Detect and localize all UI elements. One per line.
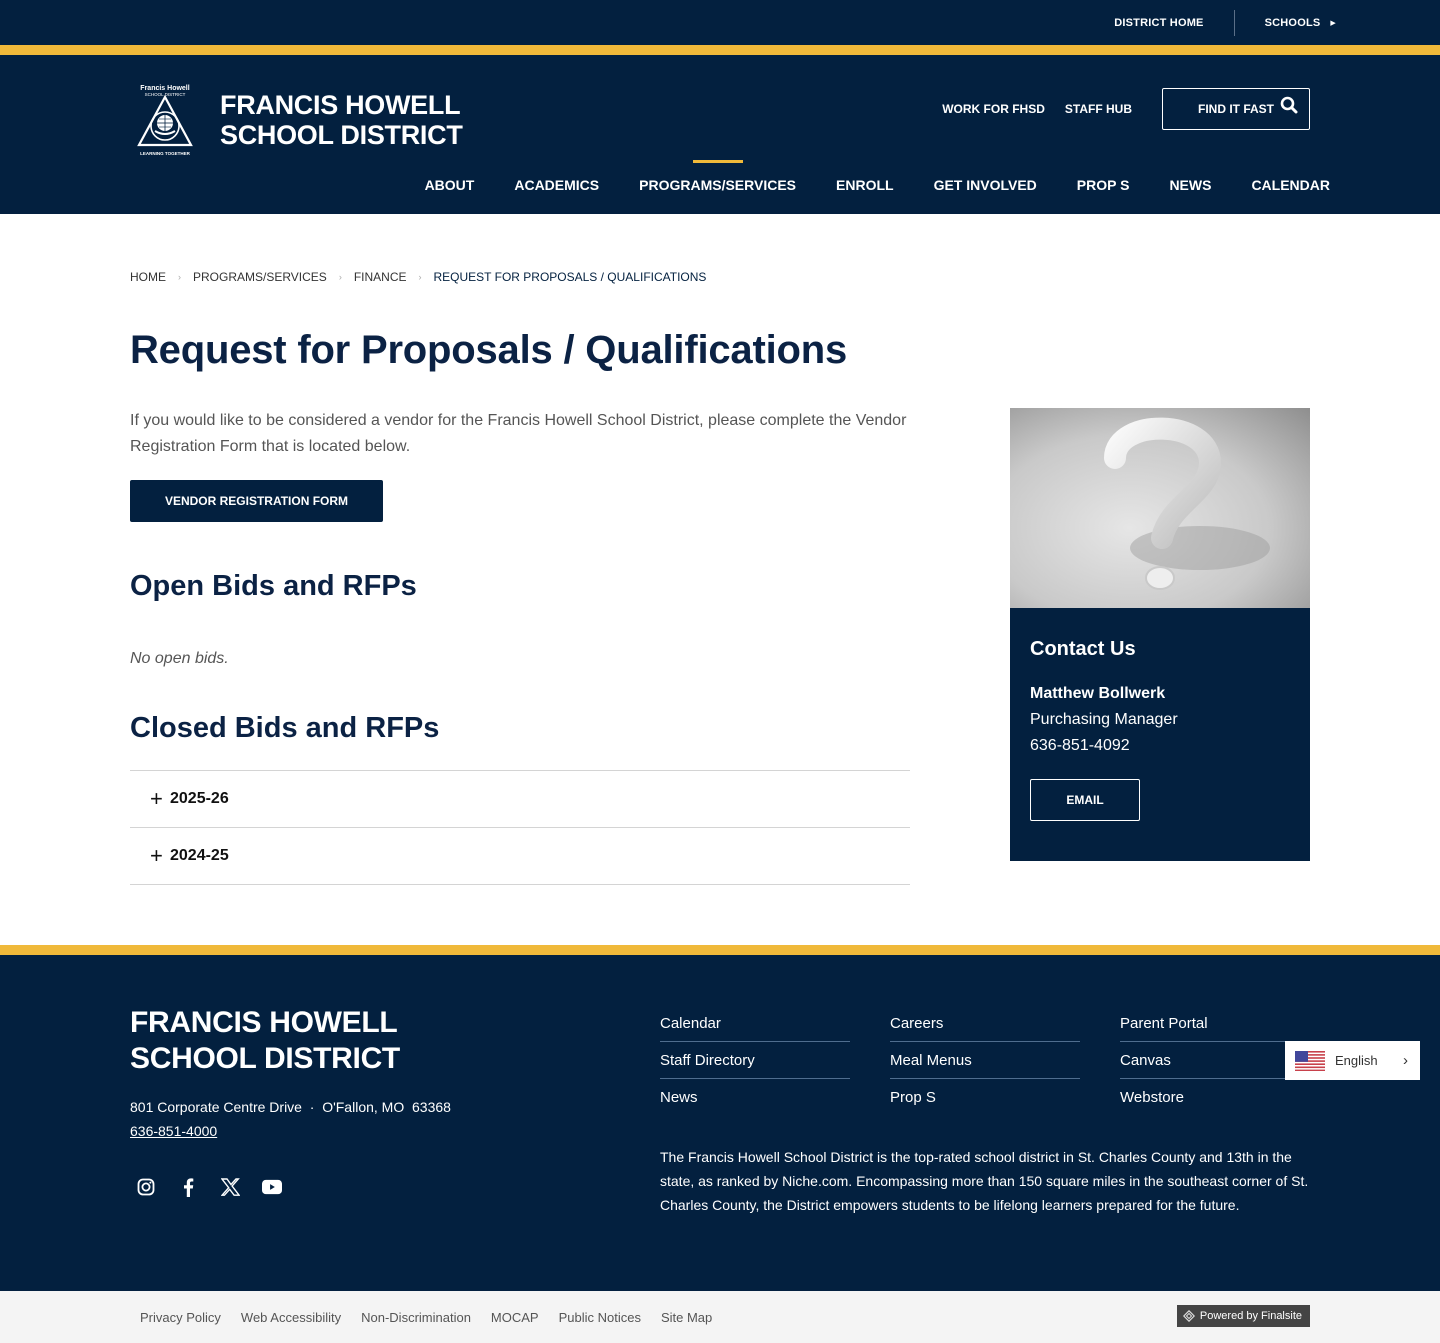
district-logo-icon xyxy=(136,83,194,157)
footer-phone-link[interactable]: 636-851-4000 xyxy=(130,1123,218,1139)
district-home-link[interactable]: DISTRICT HOME xyxy=(1114,16,1204,29)
district-name: FRANCIS HOWELL SCHOOL DISTRICT xyxy=(220,90,463,150)
nav-news[interactable]: NEWS xyxy=(1169,177,1212,193)
youtube-icon[interactable] xyxy=(262,1177,282,1197)
svg-text:LEARNING TOGETHER: LEARNING TOGETHER xyxy=(140,151,190,156)
x-twitter-icon[interactable] xyxy=(220,1177,240,1197)
footer-link-canvas[interactable]: Canvas xyxy=(1120,1042,1310,1079)
footer-address: 801 Corporate Centre Drive · O'Fallon, MO 63368 xyxy=(130,1099,451,1115)
footer-gold-stripe xyxy=(0,945,1440,955)
legal-links xyxy=(140,1291,712,1343)
question-mark-icon xyxy=(1010,408,1310,608)
non-discrimination-link[interactable]: Non-Discrimination xyxy=(361,1309,471,1325)
site-logo-link[interactable] xyxy=(136,83,463,157)
contact-heading: Contact Us xyxy=(1030,638,1136,660)
finalsite-logo-icon xyxy=(1183,1310,1195,1322)
language-selector[interactable] xyxy=(1285,1041,1420,1080)
page-content xyxy=(0,214,1440,945)
us-flag-icon xyxy=(1295,1051,1325,1071)
question-mark-image xyxy=(1010,408,1310,608)
svg-text:SCHOOL DISTRICT: SCHOOL DISTRICT xyxy=(144,92,186,97)
nav-programs-services[interactable]: PROGRAMS/SERVICES xyxy=(639,160,796,210)
chevron-right-icon: › xyxy=(1403,1052,1408,1069)
footer-district-name: FRANCIS HOWELL SCHOOL DISTRICT xyxy=(130,1006,400,1075)
accordion-item-2025-26[interactable]: + 2025-26 xyxy=(130,771,910,828)
nav-prop-s[interactable]: PROP S xyxy=(1076,177,1130,193)
utility-bar xyxy=(0,0,1440,45)
chevron-right-icon: › xyxy=(338,272,342,282)
footer-link-careers[interactable]: Careers xyxy=(890,1005,1080,1042)
footer-link-calendar[interactable]: Calendar xyxy=(660,1005,850,1042)
open-bids-heading: Open Bids and RFPs xyxy=(130,570,417,602)
nav-enroll[interactable]: ENROLL xyxy=(836,177,894,193)
header-quick-links xyxy=(922,88,1310,130)
social-links xyxy=(136,1177,282,1197)
find-it-fast-button[interactable]: FIND IT FAST xyxy=(1162,88,1310,130)
chevron-right-icon: › xyxy=(418,272,422,282)
caret-right-icon: ▶ xyxy=(1330,19,1336,27)
breadcrumb-finance[interactable]: FINANCE xyxy=(353,270,407,284)
breadcrumb-current: REQUEST FOR PROPOSALS / QUALIFICATIONS xyxy=(433,270,707,284)
footer-description: The Francis Howell School District is the top-rated school district in St. Charles County and 13th in the state, as ranked by Niche.com. Encompassing more than 150 square miles in the southeast corner of St. Charles County, the District empowers students to be lifelong learners prepared for the future. xyxy=(660,1149,1309,1213)
work-for-fhsd-link[interactable]: WORK FOR FHSD xyxy=(942,102,1045,116)
nav-get-involved[interactable]: GET INVOLVED xyxy=(933,177,1037,193)
nav-calendar[interactable]: CALENDAR xyxy=(1251,177,1330,193)
footer-link-prop-s[interactable]: Prop S xyxy=(890,1089,936,1106)
closed-bids-accordion xyxy=(130,770,910,885)
contact-phone: 636-851-4092 xyxy=(1030,737,1130,754)
footer-links xyxy=(660,1005,1310,1116)
contact-name: Matthew Bollwerk xyxy=(1030,685,1166,702)
public-notices-link[interactable]: Public Notices xyxy=(558,1309,641,1325)
bottom-bar xyxy=(0,1291,1440,1343)
intro-text: If you would like to be considered a vendor for the Francis Howell School District, please complete the Vendor Registration Form that is located below. xyxy=(130,412,907,455)
privacy-policy-link[interactable]: Privacy Policy xyxy=(140,1309,221,1325)
nav-about[interactable]: ABOUT xyxy=(424,177,475,193)
svg-text:Francis Howell: Francis Howell xyxy=(140,85,190,92)
language-label: English xyxy=(1335,1053,1378,1068)
vendor-registration-button[interactable]: VENDOR REGISTRATION FORM xyxy=(130,480,383,522)
closed-bids-heading: Closed Bids and RFPs xyxy=(130,712,440,744)
breadcrumb-programs-services[interactable]: PROGRAMS/SERVICES xyxy=(193,270,327,284)
gold-stripe xyxy=(0,45,1440,55)
contact-role: Purchasing Manager xyxy=(1030,711,1178,728)
site-footer xyxy=(0,955,1440,1291)
powered-by-finalsite-badge[interactable]: Powered by Finalsite xyxy=(1177,1305,1310,1327)
schools-dropdown[interactable]: SCHOOLS ▶ xyxy=(1264,16,1336,29)
search-icon[interactable] xyxy=(1280,96,1298,114)
site-header xyxy=(0,55,1440,214)
page-title: Request for Proposals / Qualifications xyxy=(130,328,847,372)
footer-link-staff-directory[interactable]: Staff Directory xyxy=(660,1042,850,1079)
site-map-link[interactable]: Site Map xyxy=(660,1309,713,1325)
footer-link-news[interactable]: News xyxy=(660,1089,698,1106)
footer-address-block xyxy=(130,1095,451,1143)
footer-link-meal-menus[interactable]: Meal Menus xyxy=(890,1042,1080,1079)
plus-icon: + xyxy=(150,843,163,868)
email-button[interactable]: EMAIL xyxy=(1030,779,1140,821)
mocap-link[interactable]: MOCAP xyxy=(490,1309,539,1325)
nav-academics[interactable]: ACADEMICS xyxy=(514,177,600,193)
footer-link-parent-portal[interactable]: Parent Portal xyxy=(1120,1005,1310,1042)
footer-link-webstore[interactable]: Webstore xyxy=(1120,1089,1184,1106)
web-accessibility-link[interactable]: Web Accessibility xyxy=(240,1309,342,1325)
breadcrumb xyxy=(130,270,706,284)
plus-icon: + xyxy=(150,786,163,811)
instagram-icon[interactable] xyxy=(136,1177,156,1197)
staff-hub-link[interactable]: STAFF HUB xyxy=(1064,102,1132,116)
main-nav xyxy=(385,160,1330,210)
facebook-icon[interactable] xyxy=(178,1177,198,1197)
chevron-right-icon: › xyxy=(178,272,181,282)
contact-card xyxy=(1010,608,1310,861)
no-open-bids-text: No open bids. xyxy=(130,650,229,667)
breadcrumb-home[interactable]: HOME xyxy=(130,270,166,284)
accordion-item-2024-25[interactable]: + 2024-25 xyxy=(130,828,910,885)
